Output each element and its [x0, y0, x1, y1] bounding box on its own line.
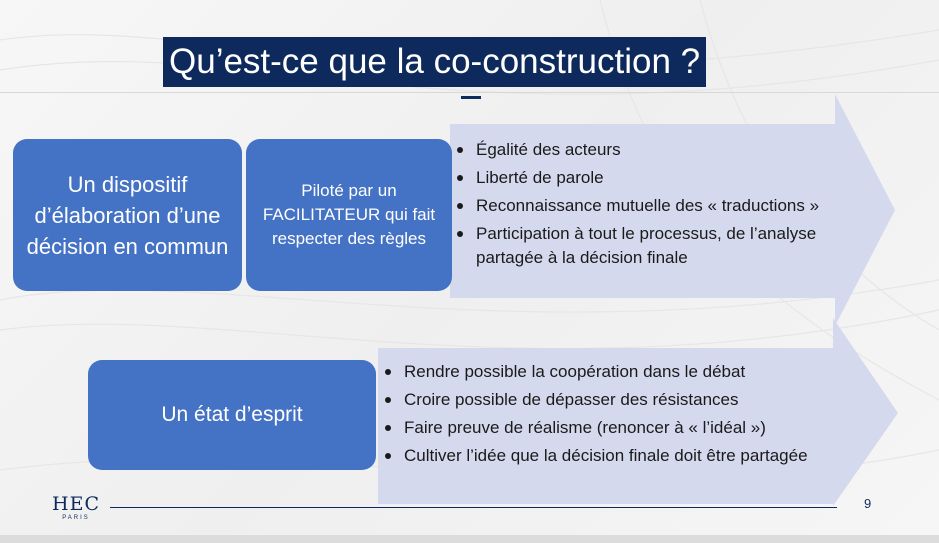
bullet-item: Rendre possible la coopération dans le débat: [381, 360, 841, 384]
hec-logo: [47, 494, 105, 522]
bullet-item: Croire possible de dépasser des résistances: [381, 388, 841, 412]
slide-title: Qu’est-ce que la co-construction ?: [163, 37, 706, 87]
logo-name: HEC: [52, 493, 100, 515]
bullet-list-1: [453, 138, 828, 274]
bullet-list-2: [381, 360, 841, 472]
footer-rule: [110, 507, 837, 508]
bullet-item: Cultiver l’idée que la décision finale doit être partagée: [381, 444, 841, 468]
logo-sub: PARIS: [62, 515, 90, 521]
bullet-item: Liberté de parole: [453, 166, 828, 190]
bottom-edge: [0, 535, 939, 543]
bullet-item: Égalité des acteurs: [453, 138, 828, 162]
box-dispositif: Un dispositif d’élaboration d’une décision en commun: [13, 139, 242, 291]
header-rule: [0, 92, 939, 93]
page-number: 9: [864, 496, 872, 511]
bullet-item: Reconnaissance mutuelle des « traductions »: [453, 194, 828, 218]
bullet-item: Participation à tout le processus, de l’analyse partagée à la décision finale: [453, 222, 828, 270]
box-etat-esprit: Un état d’esprit: [88, 360, 376, 470]
box-facilitateur: Piloté par un FACILITATEUR qui fait respecter des règles: [246, 139, 452, 291]
bullet-item: Faire preuve de réalisme (renoncer à « l’idéal »): [381, 416, 841, 440]
